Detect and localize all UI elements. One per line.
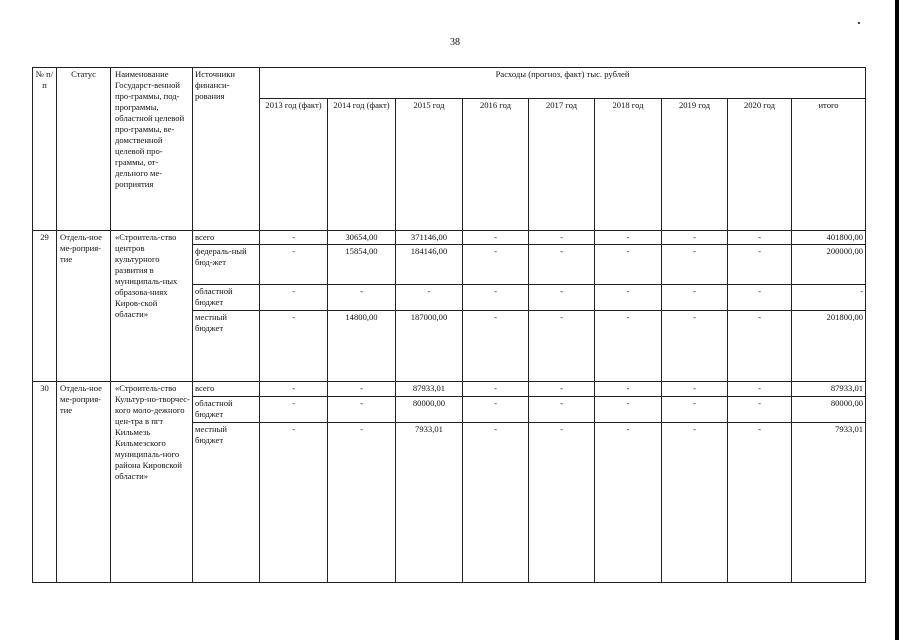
value-cell: - — [260, 397, 328, 423]
total-cell: 200000,00 — [792, 245, 866, 285]
value-cell: - — [728, 285, 792, 311]
value-cell: - — [463, 397, 529, 423]
value-cell: - — [328, 382, 396, 397]
value-cell: - — [463, 245, 529, 285]
header-year: 2020 год — [728, 99, 792, 231]
value-cell: - — [595, 311, 662, 382]
value-cell: - — [728, 311, 792, 382]
value-cell: - — [662, 245, 728, 285]
source-label: местный бюджет — [193, 423, 260, 583]
value-cell: - — [463, 311, 529, 382]
value-cell: - — [328, 397, 396, 423]
row-name: «Строитель-ство центров культурного развития в муниципаль-ных образова-ниях Киров-ской области» — [111, 231, 193, 382]
page-number: 38 — [450, 37, 460, 48]
value-cell: - — [529, 245, 595, 285]
total-cell: - — [792, 285, 866, 311]
source-label: областной бюджет — [193, 285, 260, 311]
value-cell: - — [260, 311, 328, 382]
scan-speck — [858, 22, 860, 24]
source-label: местный бюджет — [193, 311, 260, 382]
value-cell: - — [728, 397, 792, 423]
value-cell: - — [728, 231, 792, 245]
value-cell: - — [595, 423, 662, 583]
value-cell: - — [662, 311, 728, 382]
value-cell: - — [595, 245, 662, 285]
total-cell: 7933,01 — [792, 423, 866, 583]
value-cell: - — [662, 382, 728, 397]
header-year: 2014 год (факт) — [328, 99, 396, 231]
value-cell: - — [595, 231, 662, 245]
value-cell: - — [463, 382, 529, 397]
value-cell: 30654,00 — [328, 231, 396, 245]
value-cell: - — [595, 397, 662, 423]
value-cell: - — [662, 423, 728, 583]
value-cell: - — [728, 245, 792, 285]
header-year: 2017 год — [529, 99, 595, 231]
value-cell: 7933,01 — [396, 423, 463, 583]
value-cell: 15854,00 — [328, 245, 396, 285]
value-cell: - — [463, 423, 529, 583]
header-year: 2013 год (факт) — [260, 99, 328, 231]
total-cell: 80000,00 — [792, 397, 866, 423]
value-cell: - — [328, 285, 396, 311]
value-cell: - — [260, 231, 328, 245]
value-cell: - — [728, 382, 792, 397]
value-cell: - — [595, 382, 662, 397]
value-cell: 184146,00 — [396, 245, 463, 285]
header-status: Статус — [57, 68, 111, 231]
source-label: федераль-ный бюд-жет — [193, 245, 260, 285]
total-cell: 401800,00 — [792, 231, 866, 245]
value-cell: 80000,00 — [396, 397, 463, 423]
value-cell: - — [260, 423, 328, 583]
value-cell: - — [396, 285, 463, 311]
value-cell: 371146,00 — [396, 231, 463, 245]
header-year: 2016 год — [463, 99, 529, 231]
total-cell: 87933,01 — [792, 382, 866, 397]
row-number: 30 — [33, 382, 57, 583]
value-cell: - — [662, 397, 728, 423]
value-cell: - — [662, 285, 728, 311]
header-year: 2019 год — [662, 99, 728, 231]
header-num: № п/п — [33, 68, 57, 231]
source-label: всего — [193, 231, 260, 245]
row-status: Отдель-ное ме-роприя-тие — [57, 231, 111, 382]
row-name: «Строитель-ство Культур-но-творчес-кого моло-дежного цен-тра в пгт Кильмезь Кильмезского муниципаль-ного района Кировской области» — [111, 382, 193, 583]
value-cell: - — [463, 231, 529, 245]
header-total: итого — [792, 99, 866, 231]
header-name: Наименование Государст-венной про-граммы, под-программы, областной целевой про-граммы, ве-домственной целевой про-граммы, от-дельного ме-роприятия — [111, 68, 193, 231]
value-cell: - — [595, 285, 662, 311]
value-cell: - — [529, 285, 595, 311]
value-cell: - — [463, 285, 529, 311]
total-cell: 201800,00 — [792, 311, 866, 382]
header-year: 2018 год — [595, 99, 662, 231]
value-cell: - — [529, 382, 595, 397]
header-expenses: Расходы (прогноз, факт) тыс. рублей — [260, 68, 866, 99]
source-label: всего — [193, 382, 260, 397]
value-cell: - — [529, 423, 595, 583]
value-cell: 87933,01 — [396, 382, 463, 397]
value-cell: - — [529, 397, 595, 423]
value-cell: - — [328, 423, 396, 583]
header-year: 2015 год — [396, 99, 463, 231]
header-sources: Источники финанси-рования — [193, 68, 260, 231]
scan-edge-bar — [895, 0, 899, 640]
value-cell: - — [260, 285, 328, 311]
budget-table — [32, 67, 866, 583]
value-cell: 14800,00 — [328, 311, 396, 382]
value-cell: 187000,00 — [396, 311, 463, 382]
value-cell: - — [529, 231, 595, 245]
value-cell: - — [260, 382, 328, 397]
value-cell: - — [662, 231, 728, 245]
value-cell: - — [529, 311, 595, 382]
value-cell: - — [728, 423, 792, 583]
value-cell: - — [260, 245, 328, 285]
row-status: Отдель-ное ме-роприя-тие — [57, 382, 111, 583]
row-number: 29 — [33, 231, 57, 382]
source-label: областной бюджет — [193, 397, 260, 423]
